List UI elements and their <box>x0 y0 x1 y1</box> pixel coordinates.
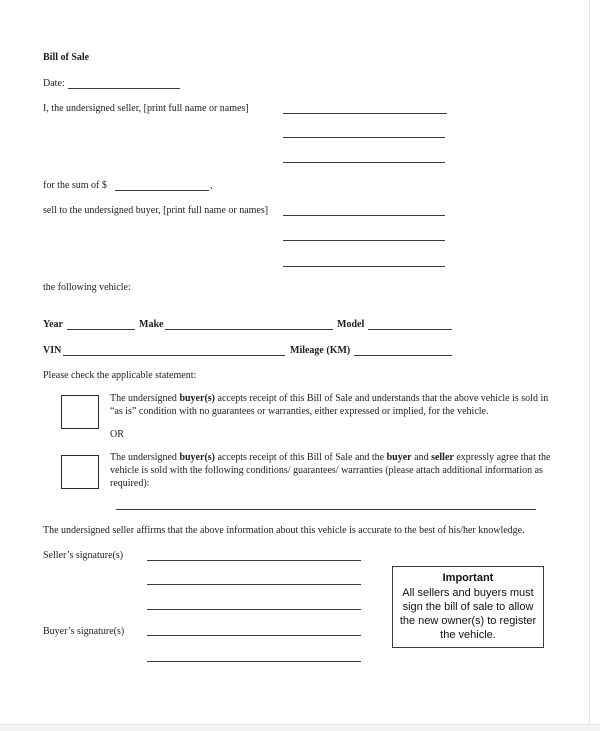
vin-field[interactable] <box>63 355 285 356</box>
seller-name-field-3[interactable] <box>283 162 445 163</box>
seller-signature-field-2[interactable] <box>147 584 361 585</box>
seller-signature-label: Seller’s signature(s) <box>43 550 124 561</box>
vin-label: VIN <box>43 345 62 356</box>
check-instruction: Please check the applicable statement: <box>43 370 197 381</box>
sum-suffix: , <box>210 180 213 191</box>
year-field[interactable] <box>67 329 135 330</box>
as-is-statement: The undersigned buyer(s) accepts receipt of this Bill of Sale and understands that the above vehicle is sold in “as is” condition with no guarantees or warranties, either expressed or implied, for the vehicle. <box>110 393 549 417</box>
year-label: Year <box>43 319 63 330</box>
conditions-field[interactable] <box>116 509 536 510</box>
seller-signature-field-3[interactable] <box>147 609 361 610</box>
model-label: Model <box>337 319 365 330</box>
sum-field[interactable] <box>115 190 209 191</box>
date-label: Date: <box>43 78 65 89</box>
or-label: OR <box>110 429 124 440</box>
mileage-label: Mileage (KM) <box>290 345 351 356</box>
vehicle-label: the following vehicle: <box>43 282 131 293</box>
seller-signature-field-1[interactable] <box>147 560 361 561</box>
affirm-text: The undersigned seller affirms that the above information about this vehicle is accurate to the best of his/her knowledge. <box>43 525 525 536</box>
buyer-name-field-1[interactable] <box>283 215 445 216</box>
seller-name-label: I, the undersigned seller, [print full name or names] <box>43 103 249 114</box>
important-title: Important <box>442 572 494 584</box>
mileage-field[interactable] <box>354 355 452 356</box>
model-field[interactable] <box>368 329 452 330</box>
conditions-statement: The undersigned buyer(s) accepts receipt of this Bill of Sale and the buyer and seller expressly agree that the vehicle is sold with the following conditions/ guarantees/ warranties (please attach additional information as required): <box>110 452 551 489</box>
important-notice <box>392 566 544 648</box>
seller-name-field-1[interactable] <box>283 113 447 114</box>
seller-name-field-2[interactable] <box>283 137 445 138</box>
make-field[interactable] <box>165 329 333 330</box>
make-label: Make <box>139 319 164 330</box>
page-edge-right <box>589 0 590 730</box>
sum-label: for the sum of $ <box>43 180 107 191</box>
buyer-name-field-3[interactable] <box>283 266 445 267</box>
conditions-checkbox[interactable] <box>61 455 99 489</box>
as-is-checkbox[interactable] <box>61 395 99 429</box>
buyer-name-label: sell to the undersigned buyer, [print full name or names] <box>43 205 269 216</box>
buyer-signature-field-2[interactable] <box>147 661 361 662</box>
buyer-name-field-2[interactable] <box>283 240 445 241</box>
buyer-signature-field-1[interactable] <box>147 635 361 636</box>
buyer-signature-label: Buyer’s signature(s) <box>43 626 125 637</box>
date-field[interactable] <box>68 88 180 89</box>
form-title: Bill of Sale <box>43 52 90 63</box>
important-text: All sellers and buyers must sign the bill of sale to allow the new owner(s) to register the vehicle. <box>399 587 537 641</box>
